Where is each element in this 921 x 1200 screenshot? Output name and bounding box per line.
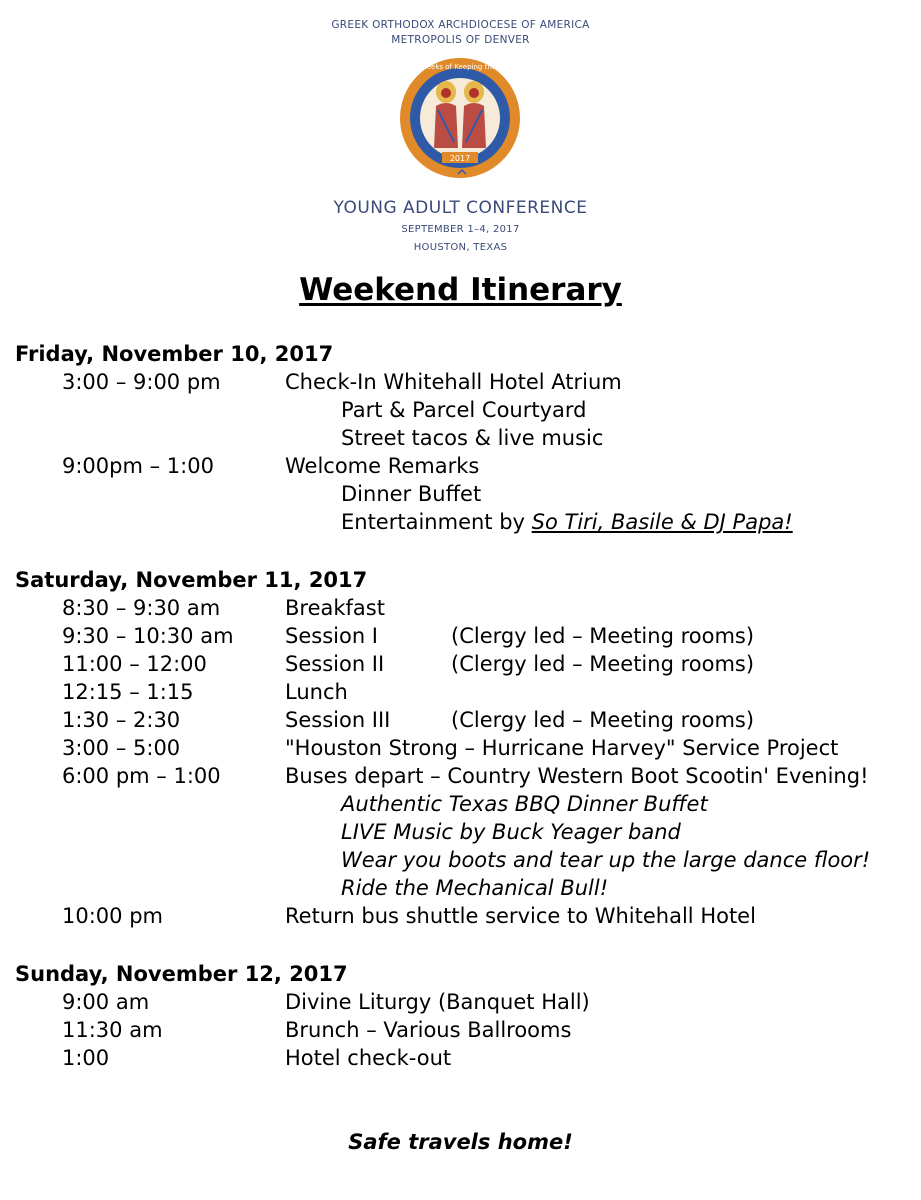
closing-message: Safe travels home! <box>348 1130 573 1154</box>
time-slot: 9:30 – 10:30 am <box>62 624 234 648</box>
friday-heading: Friday, November 10, 2017 <box>15 342 334 366</box>
time-slot: 1:00 <box>62 1046 110 1070</box>
event-name: Session II <box>285 652 385 676</box>
conference-location: HOUSTON, TEXAS <box>413 242 508 253</box>
org-line-2: METROPOLIS OF DENVER <box>391 34 530 46</box>
event-name: Buses depart – Country Western Boot Scootin' Evening! <box>285 764 869 788</box>
event-detail: Part & Parcel Courtyard <box>341 398 587 422</box>
conference-logo <box>398 52 522 192</box>
event-name: Breakfast <box>285 596 385 620</box>
event-name: Brunch – Various Ballrooms <box>285 1018 572 1042</box>
logo-year: 2017 <box>449 154 471 163</box>
event-name: Return bus shuttle service to Whitehall Hotel <box>285 904 756 928</box>
event-detail: Dinner Buffet <box>341 482 482 506</box>
event-name: Divine Liturgy (Banquet Hall) <box>285 990 590 1014</box>
entertainment-link: So Tiri, Basile & DJ Papa! <box>531 510 793 534</box>
logo-text: Two Weeks of Keeping the Faith <box>404 63 516 71</box>
event-name: Welcome Remarks <box>285 454 480 478</box>
event-name: Lunch <box>285 680 348 704</box>
event-detail: LIVE Music by Buck Yeager band <box>341 820 681 844</box>
event-detail: Wear you boots and tear up the large dance floor! <box>341 848 871 872</box>
time-slot: 9:00 am <box>62 990 150 1014</box>
time-slot: 6:00 pm – 1:00 <box>62 764 221 788</box>
time-slot: 10:00 pm <box>62 904 163 928</box>
time-slot: 9:00pm – 1:00 <box>62 454 214 478</box>
conference-dates: SEPTEMBER 1–4, 2017 <box>401 224 520 235</box>
event-note: (Clergy led – Meeting rooms) <box>451 624 755 648</box>
event-detail <box>341 508 793 536</box>
time-slot: 8:30 – 9:30 am <box>62 596 221 620</box>
entertainment-prefix: Entertainment by <box>341 510 532 534</box>
time-slot: 12:15 – 1:15 <box>62 680 194 704</box>
event-name: Hotel check-out <box>285 1046 452 1070</box>
event-name: Session I <box>285 624 378 648</box>
time-slot: 11:00 – 12:00 <box>62 652 207 676</box>
event-note: (Clergy led – Meeting rooms) <box>451 708 755 732</box>
event-detail: Street tacos & live music <box>341 426 604 450</box>
time-slot: 3:00 – 9:00 pm <box>62 370 221 394</box>
page-title: Weekend Itinerary <box>299 272 622 308</box>
event-detail: Ride the Mechanical Bull! <box>341 876 609 900</box>
event-name: Session III <box>285 708 391 732</box>
event-name: "Houston Strong – Hurricane Harvey" Service Project <box>285 736 839 760</box>
org-line-1: GREEK ORTHODOX ARCHDIOCESE OF AMERICA <box>331 19 590 31</box>
organization-header <box>0 18 921 48</box>
time-slot: 3:00 – 5:00 <box>62 736 181 760</box>
event-name: Check-In Whitehall Hotel Atrium <box>285 370 622 394</box>
time-slot: 1:30 – 2:30 <box>62 708 181 732</box>
event-note: (Clergy led – Meeting rooms) <box>451 652 755 676</box>
time-slot: 11:30 am <box>62 1018 163 1042</box>
event-detail: Authentic Texas BBQ Dinner Buffet <box>341 792 708 816</box>
conference-title: YOUNG ADULT CONFERENCE <box>333 198 588 218</box>
sunday-heading: Sunday, November 12, 2017 <box>15 962 348 986</box>
saturday-heading: Saturday, November 11, 2017 <box>15 568 368 592</box>
